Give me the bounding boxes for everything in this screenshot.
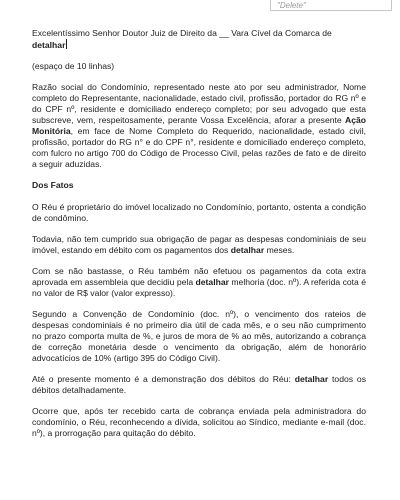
paragraph-3 [32,266,366,299]
court-address-text: Excelentíssimo Senhor Doutor Juiz de Direito da __ Vara Cível da Comarca de [32,28,332,38]
paragraph-3-placeholder: detalhar [195,277,229,287]
document-body [32,28,366,449]
paragraph-2 [32,234,366,256]
spacing-note: (espaço de 10 linhas) [32,61,115,71]
paragraph-2-text-a: Todavia, não tem cumprido sua obrigação de pagar as despesas condominiais de seu imóvel, estando em débito com os pagamentos dos [32,234,366,255]
intro-paragraph [32,82,366,170]
paragraph-2-text-c: meses. [266,245,295,255]
intro-part1: Razão social do Condomínio, representado neste ato por seu administrador, Nome completo do Representante, nacionalidade, estado civil, profissão, portador do RG nº e do CPF nº, residente e domiciliado endereço completo; por seu advogado que esta subscreve, vem, respeitosamente, perante Vossa Excelência, aforar a presente [32,82,366,125]
paragraph-1: O Réu é proprietário do imóvel localizado no Condomínio, portanto, ostenta a condição de condômino. [32,202,366,223]
paragraph-5-placeholder: detalhar [294,374,329,384]
paragraph-6: Ocorre que, após ter recebido carta de cobrança enviada pela administradora do condomínio, o Réu, reconhecendo a dívida, solicitou ao Síndico, mediante e-mail (doc. nº), a prorrogação para quitação do débito. [32,406,366,438]
paragraph-5-text-c: todos os débitos detalhadamente. [32,374,367,395]
court-address-placeholder: detalhar [32,40,66,50]
paragraph-4: Segundo a Convenção de Condomínio (doc. nº), o vencimento dos rateios de despesas condominiais é no primeiro dia útil de cada mês, e o seu não cumprimento no prazo comporta multa de %, e juros de mora de % ao mês, autorizando a cobrança de correção monetária desde o vencimento da obrigação, além de honorário advocatícios de 10% (artigo 395 do Código Civil). [32,309,366,363]
court-address [32,28,366,51]
paragraph-2-placeholder: detalhar [230,245,265,255]
delete-tag[interactable]: "Delete" [270,0,392,11]
action-name: Ação Monitória [32,115,366,136]
text-cursor [66,39,67,49]
paragraph-3-text-a: Com se não bastasse, o Réu também não efetuou os pagamentos da cota extra aprovada em assembleia que decidiu pela [32,266,366,287]
paragraph-5 [32,374,366,396]
paragraph-5-text-a: Até o presente momento é a demonstração dos débitos do Réu: [32,374,291,384]
intro-part2: , em face de Nome Completo do Requerido, nacionalidade, estado civil, profissão, portador do RG n° e do CPF n°, residente e domiciliado endereço completo, com fulcro no artigo 700 do Código de Processo Civil, pelas razões de fato e de direito a seguir aduzidas. [32,126,366,169]
paragraph-3-text-c: melhoria (doc. nº). A referida cota é no valor de R$ valor (valor expresso). [32,277,367,298]
facts-heading: Dos Fatos [32,180,74,190]
